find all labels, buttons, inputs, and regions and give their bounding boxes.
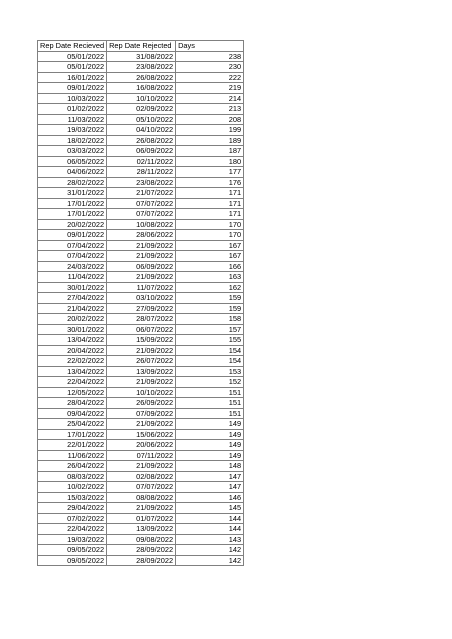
table-row [38,156,244,167]
spreadsheet-table [37,40,244,566]
cell-date-received[interactable]: 16/01/2022 [38,72,107,83]
cell-date-received[interactable]: 09/01/2022 [38,83,107,94]
cell-days[interactable]: 142 [176,555,244,566]
cell-days[interactable]: 153 [176,366,244,377]
cell-date-received[interactable]: 27/04/2022 [38,293,107,304]
cell-date-rejected[interactable]: 28/11/2022 [107,167,176,178]
cell-date-rejected[interactable]: 03/10/2022 [107,293,176,304]
cell-date-rejected[interactable]: 21/09/2022 [107,272,176,283]
cell-days[interactable]: 176 [176,177,244,188]
cell-days[interactable]: 154 [176,345,244,356]
cell-days[interactable]: 171 [176,198,244,209]
cell-date-rejected[interactable]: 26/08/2022 [107,135,176,146]
cell-date-received[interactable]: 01/02/2022 [38,104,107,115]
table-row [38,345,244,356]
cell-days[interactable]: 171 [176,188,244,199]
cell-date-received[interactable]: 10/03/2022 [38,93,107,104]
table-row [38,198,244,209]
cell-days[interactable]: 222 [176,72,244,83]
table-row [38,534,244,545]
cell-date-received[interactable]: 17/01/2022 [38,429,107,440]
cell-days[interactable]: 199 [176,125,244,136]
table-row [38,545,244,556]
cell-days[interactable]: 144 [176,524,244,535]
cell-date-received[interactable]: 09/05/2022 [38,555,107,566]
cell-date-received[interactable]: 11/06/2022 [38,450,107,461]
cell-date-received[interactable]: 31/01/2022 [38,188,107,199]
cell-date-received[interactable]: 11/03/2022 [38,114,107,125]
cell-date-rejected[interactable]: 10/08/2022 [107,219,176,230]
table-row [38,429,244,440]
table-row [38,114,244,125]
table-row [38,261,244,272]
cell-days[interactable]: 219 [176,83,244,94]
cell-date-received[interactable]: 11/04/2022 [38,272,107,283]
cell-date-rejected[interactable]: 13/09/2022 [107,524,176,535]
cell-date-rejected[interactable]: 21/09/2022 [107,461,176,472]
cell-date-received[interactable]: 07/04/2022 [38,251,107,262]
table-row [38,209,244,220]
cell-date-rejected[interactable]: 01/07/2022 [107,513,176,524]
cell-date-received[interactable]: 09/04/2022 [38,408,107,419]
cell-date-rejected[interactable]: 28/09/2022 [107,545,176,556]
cell-date-received[interactable]: 07/04/2022 [38,240,107,251]
table-row [38,51,244,62]
table-row [38,555,244,566]
cell-date-rejected[interactable]: 11/07/2022 [107,282,176,293]
cell-date-rejected[interactable]: 07/09/2022 [107,408,176,419]
cell-date-received[interactable]: 12/05/2022 [38,387,107,398]
cell-date-received[interactable]: 15/03/2022 [38,492,107,503]
cell-days[interactable]: 158 [176,314,244,325]
table-row [38,314,244,325]
cell-days[interactable]: 213 [176,104,244,115]
cell-date-rejected[interactable]: 31/08/2022 [107,51,176,62]
cell-date-rejected[interactable]: 07/11/2022 [107,450,176,461]
cell-date-received[interactable]: 22/04/2022 [38,524,107,535]
table-row [38,240,244,251]
cell-days[interactable]: 149 [176,429,244,440]
table-row [38,366,244,377]
table-row [38,419,244,430]
cell-date-received[interactable]: 24/03/2022 [38,261,107,272]
cell-days[interactable]: 149 [176,440,244,451]
cell-date-received[interactable]: 08/03/2022 [38,471,107,482]
table-row [38,356,244,367]
cell-days[interactable]: 143 [176,534,244,545]
cell-date-rejected[interactable]: 26/07/2022 [107,356,176,367]
table-row [38,72,244,83]
cell-date-received[interactable]: 03/03/2022 [38,146,107,157]
cell-days[interactable]: 146 [176,492,244,503]
cell-date-received[interactable]: 29/04/2022 [38,503,107,514]
cell-date-received[interactable]: 22/02/2022 [38,356,107,367]
table-row [38,471,244,482]
cell-days[interactable]: 230 [176,62,244,73]
cell-date-rejected[interactable]: 02/09/2022 [107,104,176,115]
cell-date-rejected[interactable]: 23/08/2022 [107,62,176,73]
table-row [38,492,244,503]
table-row [38,482,244,493]
cell-date-rejected[interactable]: 06/09/2022 [107,261,176,272]
cell-days[interactable]: 149 [176,450,244,461]
cell-date-rejected[interactable]: 20/06/2022 [107,440,176,451]
cell-date-rejected[interactable]: 21/07/2022 [107,188,176,199]
table-row [38,503,244,514]
cell-days[interactable]: 144 [176,513,244,524]
cell-days[interactable]: 151 [176,398,244,409]
cell-days[interactable]: 171 [176,209,244,220]
cell-days[interactable]: 170 [176,230,244,241]
table-row [38,188,244,199]
cell-date-received[interactable]: 28/04/2022 [38,398,107,409]
cell-date-received[interactable]: 05/01/2022 [38,51,107,62]
cell-days[interactable]: 147 [176,482,244,493]
table-row [38,104,244,115]
header-cell-date-rejected[interactable]: Rep Date Rejected [107,41,176,52]
cell-date-rejected[interactable]: 27/09/2022 [107,303,176,314]
table-row [38,524,244,535]
cell-date-rejected[interactable]: 07/07/2022 [107,198,176,209]
cell-date-received[interactable]: 20/04/2022 [38,345,107,356]
cell-date-rejected[interactable]: 02/08/2022 [107,471,176,482]
cell-date-rejected[interactable]: 07/07/2022 [107,482,176,493]
cell-days[interactable]: 154 [176,356,244,367]
cell-date-received[interactable]: 18/02/2022 [38,135,107,146]
cell-date-rejected[interactable]: 15/09/2022 [107,335,176,346]
cell-days[interactable]: 189 [176,135,244,146]
cell-date-rejected[interactable]: 21/09/2022 [107,419,176,430]
cell-date-received[interactable]: 10/02/2022 [38,482,107,493]
cell-date-received[interactable]: 19/03/2022 [38,125,107,136]
cell-days[interactable]: 142 [176,545,244,556]
table-row [38,293,244,304]
cell-date-rejected[interactable]: 02/11/2022 [107,156,176,167]
table-body [38,51,244,566]
table-row [38,230,244,241]
table-row [38,177,244,188]
cell-days[interactable]: 155 [176,335,244,346]
cell-days[interactable]: 145 [176,503,244,514]
table-row [38,335,244,346]
cell-days[interactable]: 187 [176,146,244,157]
cell-days[interactable]: 149 [176,419,244,430]
header-cell-date-received[interactable]: Rep Date Recieved [38,41,107,52]
table-row [38,62,244,73]
cell-date-rejected[interactable]: 15/06/2022 [107,429,176,440]
cell-days[interactable]: 147 [176,471,244,482]
table-row [38,461,244,472]
cell-date-rejected[interactable]: 05/10/2022 [107,114,176,125]
cell-date-rejected[interactable]: 04/10/2022 [107,125,176,136]
cell-date-received[interactable]: 28/02/2022 [38,177,107,188]
header-row [38,41,244,52]
cell-date-received[interactable]: 20/02/2022 [38,314,107,325]
cell-date-received[interactable]: 20/02/2022 [38,219,107,230]
table-row [38,146,244,157]
table-row [38,377,244,388]
cell-date-rejected[interactable]: 26/08/2022 [107,72,176,83]
cell-date-rejected[interactable]: 13/09/2022 [107,366,176,377]
cell-days[interactable]: 238 [176,51,244,62]
cell-days[interactable]: 170 [176,219,244,230]
cell-date-rejected[interactable]: 16/08/2022 [107,83,176,94]
cell-date-rejected[interactable]: 06/09/2022 [107,146,176,157]
cell-date-rejected[interactable]: 21/09/2022 [107,503,176,514]
table-row [38,303,244,314]
cell-days[interactable]: 163 [176,272,244,283]
header-cell-days[interactable]: Days [176,41,244,52]
cell-date-received[interactable]: 25/04/2022 [38,419,107,430]
cell-days[interactable]: 151 [176,387,244,398]
cell-date-received[interactable]: 21/04/2022 [38,303,107,314]
table-row [38,282,244,293]
cell-date-received[interactable]: 13/04/2022 [38,335,107,346]
cell-date-rejected[interactable]: 28/07/2022 [107,314,176,325]
cell-date-rejected[interactable]: 09/08/2022 [107,534,176,545]
cell-date-rejected[interactable]: 23/08/2022 [107,177,176,188]
table-row [38,135,244,146]
cell-date-rejected[interactable]: 26/09/2022 [107,398,176,409]
cell-date-received[interactable]: 13/04/2022 [38,366,107,377]
cell-days[interactable]: 151 [176,408,244,419]
cell-date-received[interactable]: 17/01/2022 [38,209,107,220]
table-row [38,513,244,524]
cell-date-received[interactable]: 06/05/2022 [38,156,107,167]
cell-date-received[interactable]: 05/01/2022 [38,62,107,73]
cell-date-rejected[interactable]: 21/09/2022 [107,251,176,262]
table-row [38,167,244,178]
cell-days[interactable]: 208 [176,114,244,125]
table-row [38,440,244,451]
cell-date-received[interactable]: 09/01/2022 [38,230,107,241]
cell-days[interactable]: 166 [176,261,244,272]
table-row [38,219,244,230]
cell-date-rejected[interactable]: 28/09/2022 [107,555,176,566]
cell-days[interactable]: 159 [176,303,244,314]
cell-date-rejected[interactable]: 07/07/2022 [107,209,176,220]
cell-date-received[interactable]: 17/01/2022 [38,198,107,209]
table-row [38,387,244,398]
cell-date-received[interactable]: 07/02/2022 [38,513,107,524]
table-row [38,251,244,262]
table-row [38,272,244,283]
cell-date-received[interactable]: 22/04/2022 [38,377,107,388]
table-row [38,93,244,104]
cell-days[interactable]: 167 [176,251,244,262]
cell-days[interactable]: 167 [176,240,244,251]
cell-date-rejected[interactable]: 10/10/2022 [107,93,176,104]
cell-date-received[interactable]: 04/06/2022 [38,167,107,178]
table-row [38,398,244,409]
cell-date-rejected[interactable]: 06/07/2022 [107,324,176,335]
cell-days[interactable]: 162 [176,282,244,293]
cell-days[interactable]: 148 [176,461,244,472]
cell-days[interactable]: 177 [176,167,244,178]
cell-date-rejected[interactable]: 21/09/2022 [107,240,176,251]
cell-date-received[interactable]: 26/04/2022 [38,461,107,472]
cell-days[interactable]: 159 [176,293,244,304]
cell-date-rejected[interactable]: 21/09/2022 [107,377,176,388]
cell-date-received[interactable]: 30/01/2022 [38,282,107,293]
cell-date-rejected[interactable]: 10/10/2022 [107,387,176,398]
cell-date-rejected[interactable]: 28/06/2022 [107,230,176,241]
cell-days[interactable]: 152 [176,377,244,388]
cell-date-received[interactable]: 19/03/2022 [38,534,107,545]
table-row [38,125,244,136]
cell-date-received[interactable]: 22/01/2022 [38,440,107,451]
cell-date-rejected[interactable]: 21/09/2022 [107,345,176,356]
table-row [38,450,244,461]
cell-date-received[interactable]: 09/05/2022 [38,545,107,556]
table-row [38,408,244,419]
cell-date-received[interactable]: 30/01/2022 [38,324,107,335]
cell-days[interactable]: 157 [176,324,244,335]
table-row [38,324,244,335]
cell-days[interactable]: 180 [176,156,244,167]
cell-date-rejected[interactable]: 08/08/2022 [107,492,176,503]
table-row [38,83,244,94]
cell-days[interactable]: 214 [176,93,244,104]
